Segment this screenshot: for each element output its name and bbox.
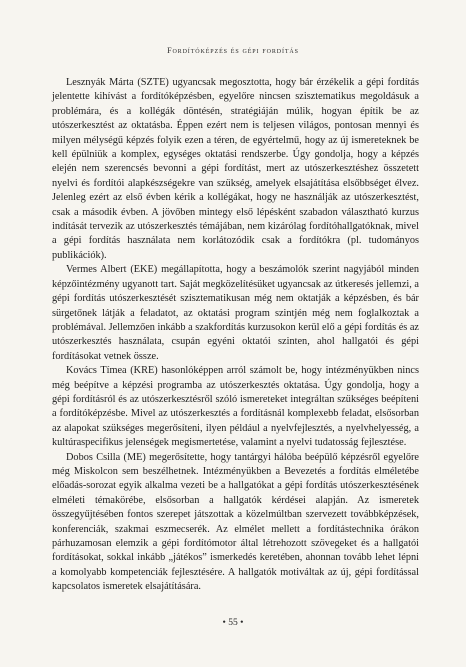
- paragraph-vermes: Vermes Albert (EKE) megállapította, hogy a beszámolók szerint nagyjából minden képzőintézmény ugyanott tart. Saját megközelítésüket ugyancsak az útkeresés jellemzi, a gépi fordítás utószerkesztését szisztematikusan még nem oktatják a képzésben, és bár sürgetőnek látják a feladatot, az oktatási program szintjén még nem foglalkoztak a problémával. Jellemzően inkább a szakfordítás kurzusokon kerül elő a gépi fordítás és az utószerkesztés használata, csupán egyéni oktatói szinten, ahol hallgatói és gépi fordításokat vetnek össze.: [52, 264, 419, 362]
- paragraph-lesznyak: Lesznyák Márta (SZTE) ugyancsak megosztotta, hogy bár érzékelik a gépi fordítás jelentette kihívást a fordítóképzésben, egyelőre nincsen szisztematikus megoldásuk a problémára, és a kollégák döntésén, stratégiáján múlik, hogyan építik be az utószerkesztést az oktatásba. Éppen ezért nem is teljesen világos, pontosan mennyi és milyen mélységű képzés folyik ezen a téren, de egyértelmű, hogy az új ismereteknek be kell épülniük a komplex, egységes oktatási rendszerbe. Úgy gondolja, hogy a képzés elején nem szerencsés bevonni a gépi fordítást, mert az utószerkesztéshez összetett nyelvi és fordítói alapkészségekre van szükség, amelyek elsajátítása elsőbbséget élvez. Jelenleg ezért az első évben kérik a kollégákat, hogy ne használják az utószerkesztést, csak a második évben. A jövőben mintegy első lépésként szabadon választható kurzus indítását tervezik az utószerkesztés témájában, nem kizárólag fordítóhallgatóknak, mivel a gépi fordítás használata nem korlátozódik csak a fordítókra (pl. tudományos publikációk).: [52, 77, 419, 261]
- running-head: Fordítóképzés és gépi fordítás: [167, 46, 299, 55]
- paragraph-kovacs: Kovács Tímea (KRE) hasonlóképpen arról számolt be, hogy intézményükben nincs még beépítve a képzési programba az utószerkesztés oktatása. Úgy gondolja, hogy a gépi fordításról és az utószerkesztésről szóló ismereteket integráltan szükséges beépíteni a fordítóképzésbe. Mivel az utószerkesztés a fordításnál komplexebb feladat, elsősorban az alapokat szükséges megerősíteni, ilyen például a nyelvfejlesztés, a nyelvhelyesség, a kultúraspecifikus jelenségek megismertetése, valamint a nyelvi tudatosság fejlesztése.: [52, 365, 419, 449]
- page-number: • 55 •: [222, 618, 244, 628]
- paragraph-dobos: Dobos Csilla (ME) megerősítette, hogy tantárgyi hálóba beépülő képzésről egyelőre még Miskolcon sem beszélhetnek. Intézményükben a Bevezetés a fordítás elméletébe előadás-sorozat egyik alkalma vezeti be a hallgatókat a gépi fordítás utószerkesztésének elméleti témakörébe, elsősorban a hallgatók kérdései alapján. Az ismeretek összegyűjtésében fontos szerepet játszottak a közelmúltban szervezett továbbképzések, konferenciák, szakmai eszmecserék. Az elmélet mellett a fordítástechnika órákon párhuzamosan elemzik a gépi fordítómotor által létrehozott szövegeket és a hallgatói fordításokat, sokkal inkább „játékos” ismerkedés keretében, ahonnan tovább lehet lépni a komolyabb kompetenciák fejlesztésére. A hallgatók motiváltak az új, gépi fordítással kapcsolatos ismeretek elsajátítására.: [52, 451, 419, 593]
- body-text: [52, 76, 419, 595]
